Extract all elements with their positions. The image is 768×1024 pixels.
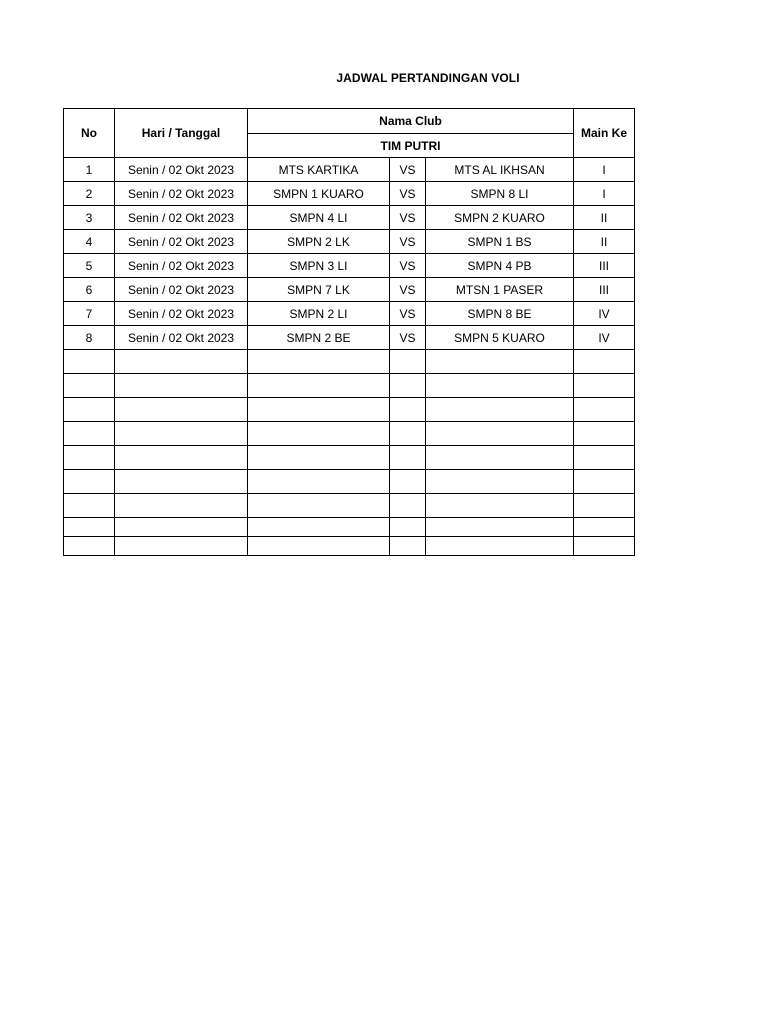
empty-row xyxy=(64,374,635,398)
header-main-ke: Main Ke xyxy=(574,109,635,158)
header-hari-tanggal: Hari / Tanggal xyxy=(115,109,248,158)
table-row xyxy=(64,206,635,230)
cell-team2: SMPN 5 KUARO xyxy=(426,326,574,350)
empty-row xyxy=(64,422,635,446)
table-row xyxy=(64,230,635,254)
cell-no: 1 xyxy=(64,158,115,182)
cell-date: Senin / 02 Okt 2023 xyxy=(115,278,248,302)
cell-date: Senin / 02 Okt 2023 xyxy=(115,182,248,206)
cell-team2: SMPN 1 BS xyxy=(426,230,574,254)
cell-date: Senin / 02 Okt 2023 xyxy=(115,158,248,182)
cell-vs: VS xyxy=(390,158,426,182)
cell-team2: MTSN 1 PASER xyxy=(426,278,574,302)
cell-team1: SMPN 1 KUARO xyxy=(248,182,390,206)
cell-team2: MTS AL IKHSAN xyxy=(426,158,574,182)
cell-team1: SMPN 3 LI xyxy=(248,254,390,278)
cell-date: Senin / 02 Okt 2023 xyxy=(115,230,248,254)
cell-no: 3 xyxy=(64,206,115,230)
page-title: JADWAL PERTANDINGAN VOLI xyxy=(336,71,520,85)
empty-row xyxy=(64,398,635,422)
cell-vs: VS xyxy=(390,182,426,206)
cell-date: Senin / 02 Okt 2023 xyxy=(115,254,248,278)
cell-no: 4 xyxy=(64,230,115,254)
empty-row xyxy=(64,494,635,518)
cell-round: IV xyxy=(574,302,635,326)
cell-team2: SMPN 2 KUARO xyxy=(426,206,574,230)
cell-no: 8 xyxy=(64,326,115,350)
cell-vs: VS xyxy=(390,278,426,302)
cell-no: 6 xyxy=(64,278,115,302)
header-tim-putri: TIM PUTRI xyxy=(248,134,574,158)
cell-round: IV xyxy=(574,326,635,350)
table-row xyxy=(64,278,635,302)
cell-date: Senin / 02 Okt 2023 xyxy=(115,326,248,350)
header-nama-club: Nama Club xyxy=(248,109,574,134)
cell-team1: SMPN 2 BE xyxy=(248,326,390,350)
cell-vs: VS xyxy=(390,254,426,278)
empty-row xyxy=(64,537,635,556)
cell-vs: VS xyxy=(390,230,426,254)
cell-team2: SMPN 4 PB xyxy=(426,254,574,278)
cell-vs: VS xyxy=(390,326,426,350)
cell-team1: SMPN 7 LK xyxy=(248,278,390,302)
cell-team2: SMPN 8 BE xyxy=(426,302,574,326)
cell-team1: SMPN 2 LI xyxy=(248,302,390,326)
cell-team1: SMPN 2 LK xyxy=(248,230,390,254)
table-row xyxy=(64,326,635,350)
cell-team1: SMPN 4 LI xyxy=(248,206,390,230)
cell-no: 2 xyxy=(64,182,115,206)
cell-vs: VS xyxy=(390,206,426,230)
table-row xyxy=(64,254,635,278)
cell-round: III xyxy=(574,254,635,278)
cell-vs: VS xyxy=(390,302,426,326)
cell-round: I xyxy=(574,182,635,206)
table-row xyxy=(64,182,635,206)
cell-date: Senin / 02 Okt 2023 xyxy=(115,206,248,230)
header-no: No xyxy=(64,109,115,158)
empty-row xyxy=(64,470,635,494)
cell-round: II xyxy=(574,206,635,230)
cell-team1: MTS KARTIKA xyxy=(248,158,390,182)
schedule-table xyxy=(63,108,635,556)
cell-team2: SMPN 8 LI xyxy=(426,182,574,206)
cell-date: Senin / 02 Okt 2023 xyxy=(115,302,248,326)
cell-no: 7 xyxy=(64,302,115,326)
empty-row xyxy=(64,518,635,537)
cell-no: 5 xyxy=(64,254,115,278)
empty-row xyxy=(64,350,635,374)
cell-round: II xyxy=(574,230,635,254)
empty-row xyxy=(64,446,635,470)
table-row xyxy=(64,158,635,182)
cell-round: I xyxy=(574,158,635,182)
cell-round: III xyxy=(574,278,635,302)
table-row xyxy=(64,302,635,326)
